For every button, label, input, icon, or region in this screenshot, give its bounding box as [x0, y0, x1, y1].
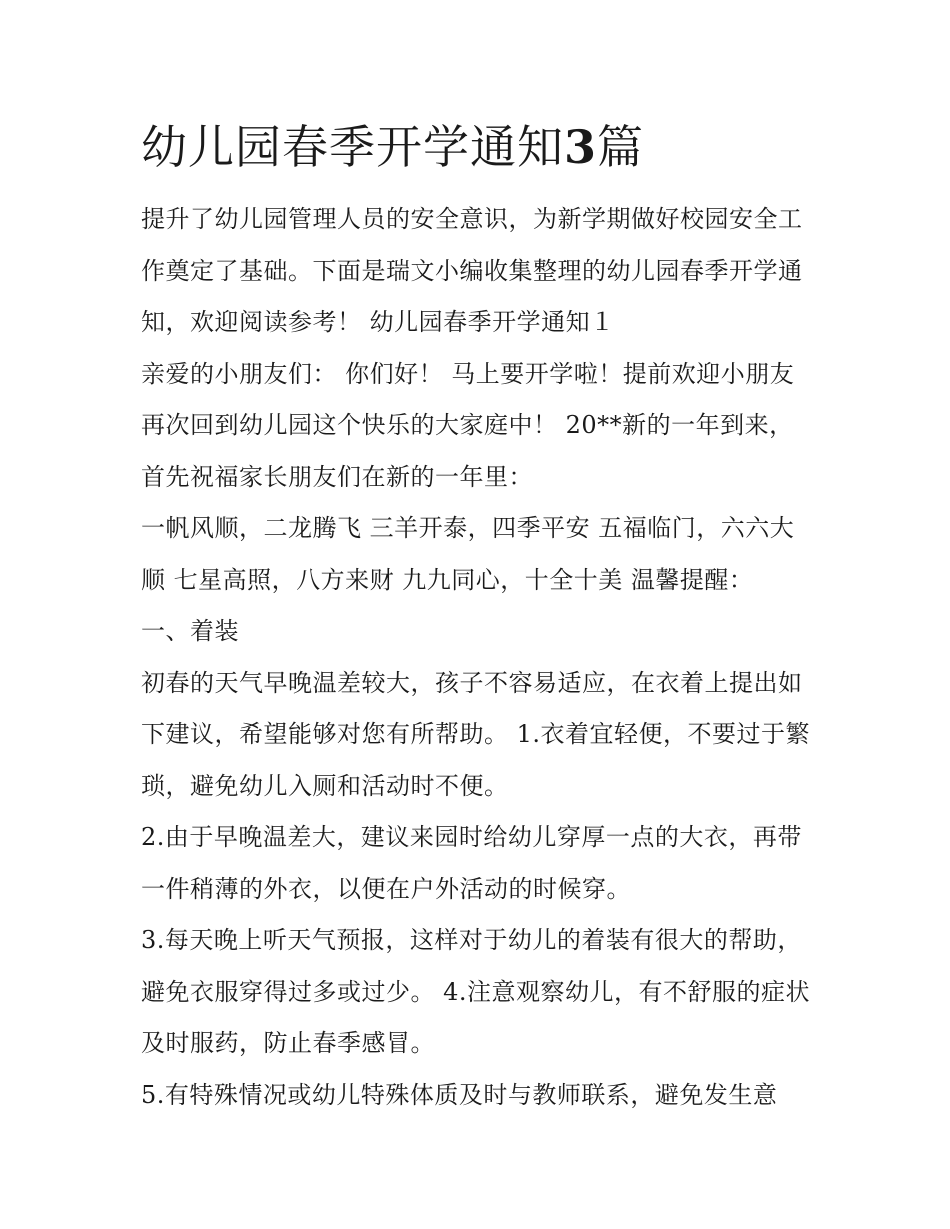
text-line: 再次回到幼儿园这个快乐的大家庭中！ 20**新的一年到来，	[141, 411, 794, 439]
text-line: 一件稍薄的外衣，以便在户外活动的时候穿。	[141, 874, 631, 903]
text-line: 2.由于早晚温差大，建议来园时给幼儿穿厚一点的大衣，再带	[141, 823, 802, 851]
document-body	[141, 194, 821, 1121]
text-line: 顺 七星高照，八方来财 九九同心，十全十美 温馨提醒：	[141, 565, 754, 594]
text-line: 作奠定了基础。下面是瑞文小编收集整理的幼儿园春季开学通	[141, 256, 803, 285]
text-line: 亲爱的小朋友们： 你们好！ 马上要开学啦！提前欢迎小朋友	[141, 359, 795, 388]
document-title	[141, 112, 821, 182]
text-line: 下建议，希望能够对您有所帮助。 1.衣着宜轻便，不要过于繁	[141, 720, 811, 748]
text-line: 3.每天晚上听天气预报，这样对于幼儿的着装有很大的帮助，	[141, 926, 802, 954]
text-line: 琐，避免幼儿入厕和活动时不便。	[141, 771, 509, 800]
text-line: 避免衣服穿得过多或过少。 4.注意观察幼儿，有不舒服的症状	[141, 977, 811, 1006]
section-heading: 一、着装	[141, 617, 239, 645]
text-line: 5.有特殊情况或幼儿特殊体质及时与教师联系，避免发生意	[141, 1080, 778, 1109]
text-line: 及时服药，防止春季感冒。	[141, 1029, 435, 1057]
text-line: 一帆风顺，二龙腾飞 三羊开泰，四季平安 五福临门，六六大	[141, 514, 795, 542]
text-line: 提升了幼儿园管理人员的安全意识，为新学期做好校园安全工	[141, 205, 803, 233]
text-line: 知，欢迎阅读参考！ 幼儿园春季开学通知１	[141, 308, 615, 336]
text-line: 初春的天气早晚温差较大，孩子不容易适应，在衣着上提出如	[141, 668, 803, 697]
document-page	[141, 112, 821, 1121]
text-line: 首先祝福家长朋友们在新的一年里：	[141, 462, 533, 491]
title-text: 幼儿园春季开学通知	[141, 120, 564, 174]
title-number: 3	[564, 120, 598, 174]
title-suffix: 篇	[597, 120, 645, 174]
